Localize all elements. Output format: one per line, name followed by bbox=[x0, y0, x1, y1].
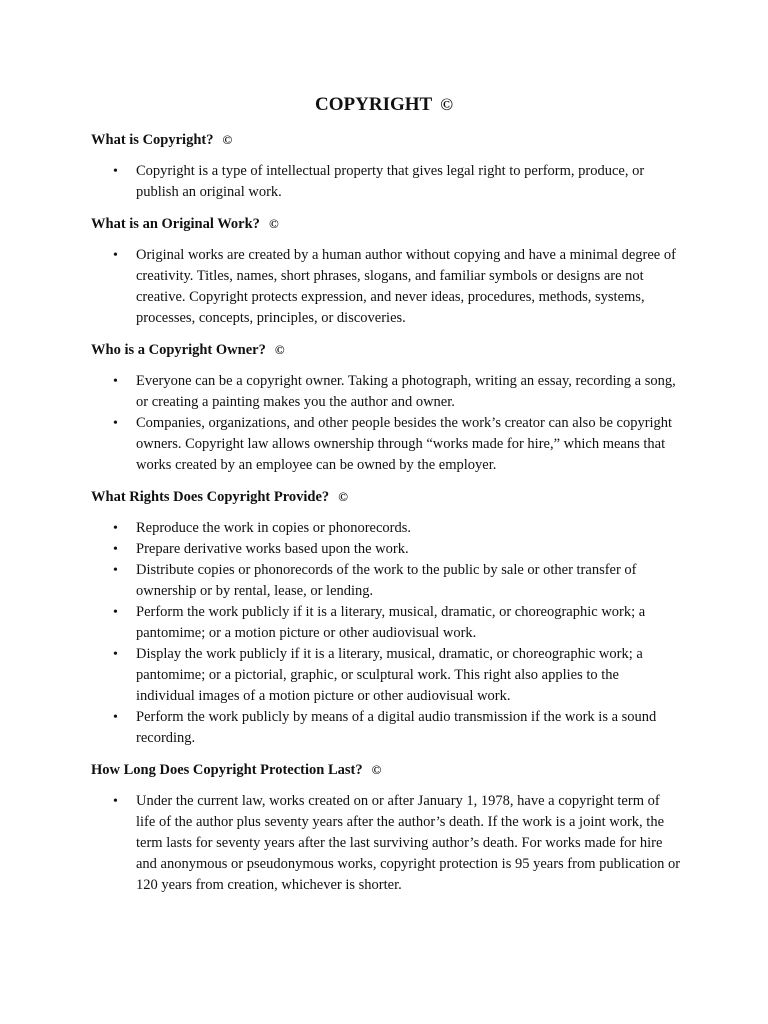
section bbox=[91, 129, 681, 203]
list-item: • Display the work publicly if it is a literary, musical, dramatic, or choreographic work; a pantomime; or a pictorial, graphic, or sculptural work. This right also applies to the individual images of a motion picture or other audiovisual work. bbox=[91, 644, 681, 707]
list-item: • Perform the work publicly by means of a digital audio transmission if the work is a sound recording. bbox=[91, 707, 681, 749]
bullet-list bbox=[91, 791, 681, 896]
section bbox=[91, 213, 681, 329]
list-item: • Prepare derivative works based upon the work. bbox=[91, 539, 681, 560]
document-body bbox=[91, 129, 681, 906]
section-heading: How Long Does Copyright Protection Last? © bbox=[91, 762, 382, 778]
section bbox=[91, 759, 681, 896]
list-item: • Everyone can be a copyright owner. Taking a photograph, writing an essay, recording a song, or creating a painting makes you the author and owner. bbox=[91, 371, 681, 413]
title-text: COPYRIGHT bbox=[315, 94, 433, 115]
list-item: • Distribute copies or phonorecords of the work to the public by sale or other transfer of ownership or by rental, lease, or lending. bbox=[91, 560, 681, 602]
list-item: • Companies, organizations, and other people besides the work’s creator can also be copyright owners. Copyright law allows ownership through “works made for hire,” which means that works created by an employee can be owned by the employer. bbox=[91, 413, 681, 476]
copyright-symbol-icon: © bbox=[274, 342, 285, 357]
copyright-symbol-icon: © bbox=[440, 95, 453, 114]
section bbox=[91, 339, 681, 476]
list-item: • Perform the work publicly if it is a literary, musical, dramatic, or choreographic work; a pantomime; or a motion picture or other audiovisual work. bbox=[91, 602, 681, 644]
bullet-list bbox=[91, 161, 681, 203]
list-item: • Under the current law, works created on or after January 1, 1978, have a copyright term of life of the author plus seventy years after the author’s death. If the work is a joint work, the term lasts for seventy years after the last surviving author’s death. For works made for hire and anonymous or pseudonymous works, copyright protection is 95 years from publication or 120 years from creation, whichever is shorter. bbox=[91, 791, 681, 896]
section-heading: Who is a Copyright Owner? © bbox=[91, 342, 285, 358]
copyright-symbol-icon: © bbox=[371, 762, 382, 777]
list-item: • Copyright is a type of intellectual property that gives legal right to perform, produce, or publish an original work. bbox=[91, 161, 681, 203]
document-title bbox=[0, 93, 768, 117]
list-item: • Original works are created by a human author without copying and have a minimal degree of creativity. Titles, names, short phrases, slogans, and familiar symbols or designs are not creative. Copyright protects expression, and never ideas, procedures, methods, systems, processes, concepts, principles, or discoveries. bbox=[91, 245, 681, 329]
section-heading: What Rights Does Copyright Provide? © bbox=[91, 489, 348, 505]
section bbox=[91, 486, 681, 749]
bullet-list bbox=[91, 245, 681, 329]
copyright-symbol-icon: © bbox=[338, 489, 348, 504]
list-item: • Reproduce the work in copies or phonorecords. bbox=[91, 518, 681, 539]
section-heading: What is an Original Work? © bbox=[91, 216, 279, 232]
copyright-symbol-icon: © bbox=[268, 216, 279, 231]
bullet-list bbox=[91, 371, 681, 476]
bullet-list bbox=[91, 518, 681, 749]
copyright-symbol-icon: © bbox=[222, 132, 233, 147]
section-heading: What is Copyright? © bbox=[91, 132, 233, 148]
